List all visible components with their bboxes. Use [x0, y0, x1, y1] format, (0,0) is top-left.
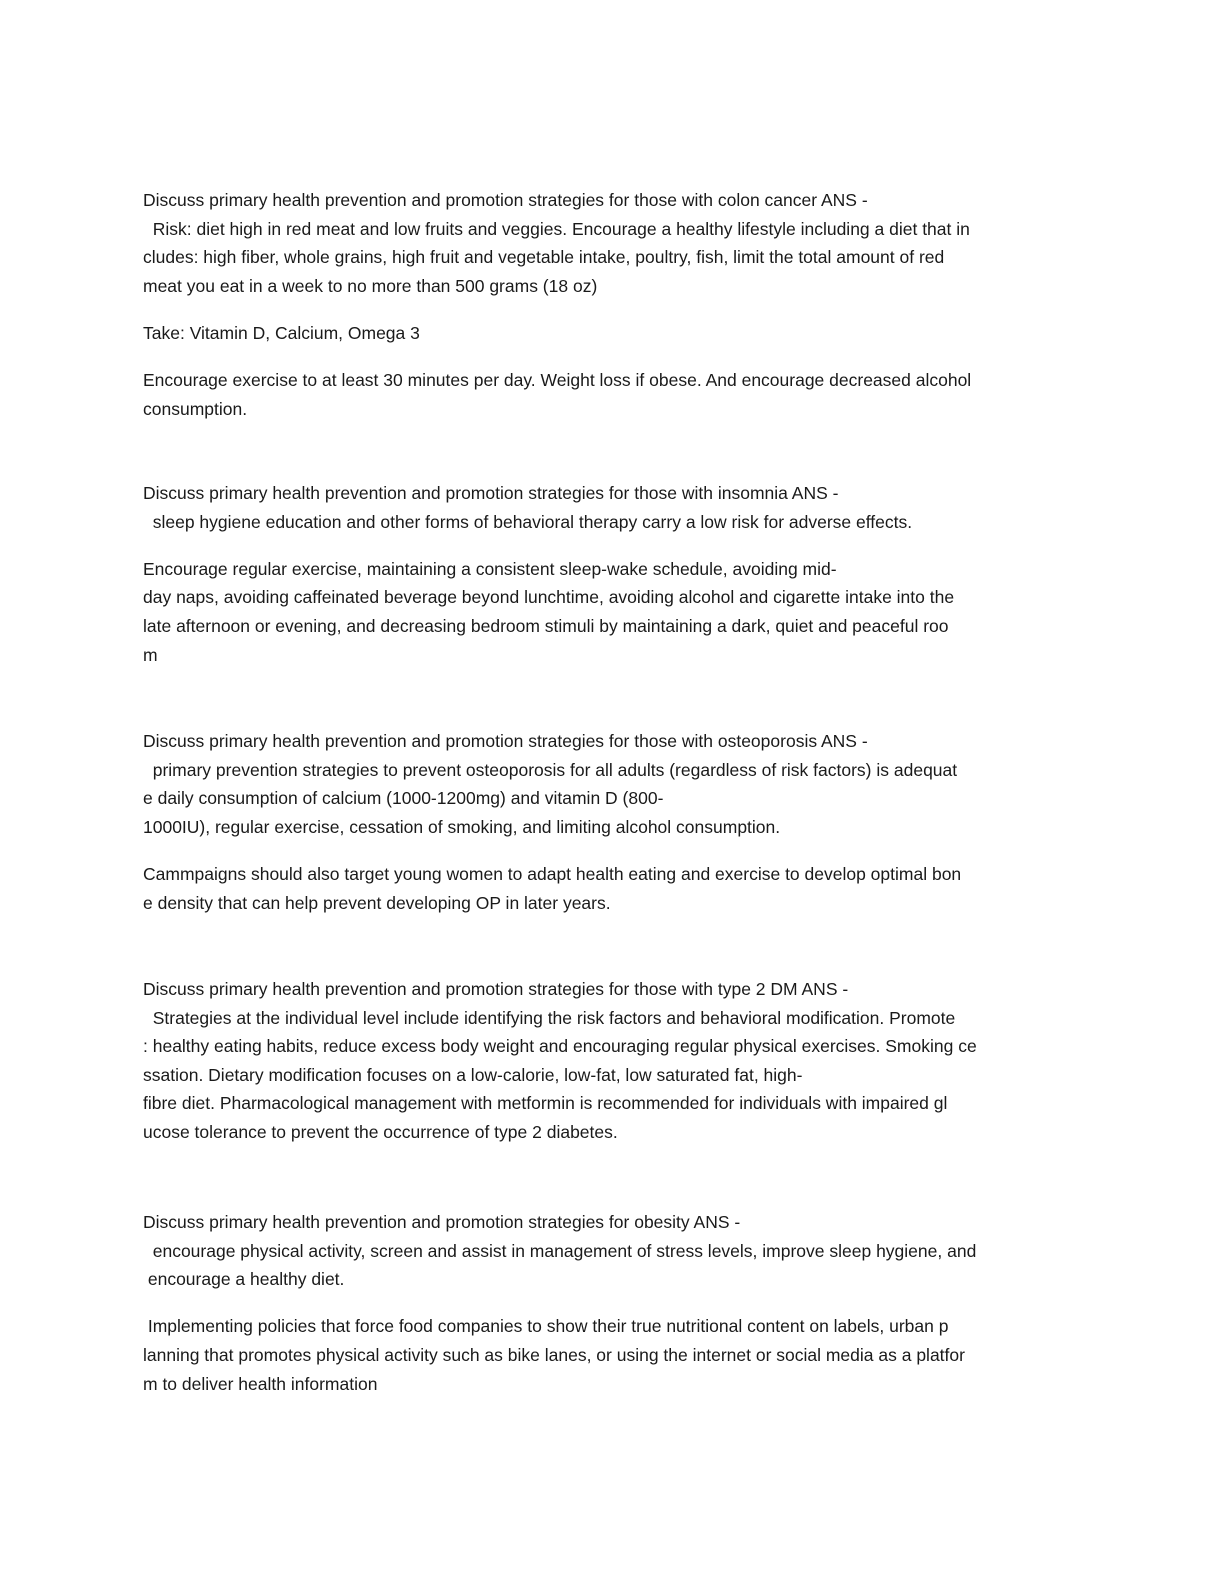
answer-line: sleep hygiene education and other forms of behavioral therapy carry a low risk for adverse effects. [143, 511, 913, 532]
answer-line: meat you eat in a week to no more than 500 grams (18 oz) [143, 275, 598, 296]
answer-line: m [143, 644, 158, 665]
answer-line: primary prevention strategies to prevent osteoporosis for all adults (regardless of risk factors) is adequat [143, 759, 958, 780]
answer-line: ucose tolerance to prevent the occurrence of type 2 diabetes. [143, 1122, 618, 1142]
answer-line: Encourage exercise to at least 30 minutes per day. Weight loss if obese. And encourage decreased alcohol [143, 370, 972, 391]
question-text: Discuss primary health prevention and promotion strategies for those with type 2 DM ANS - [143, 979, 849, 999]
question-text: Discuss primary health prevention and promotion strategies for those with colon cancer ANS - [143, 190, 868, 210]
answer-line: e density that can help prevent developing OP in later years. [143, 892, 611, 913]
question-text: Discuss primary health prevention and promotion strategies for those with insomnia ANS - [143, 483, 839, 503]
question-text: Discuss primary health prevention and promotion strategies for those with osteoporosis ANS - [143, 731, 868, 751]
answer-line: Encourage regular exercise, maintaining a consistent sleep-wake schedule, avoiding mid- [143, 558, 837, 579]
answer-line: Risk: diet high in red meat and low fruits and veggies. Encourage a healthy lifestyle including a diet that in [143, 218, 970, 239]
answer-line: day naps, avoiding caffeinated beverage beyond lunchtime, avoiding alcohol and cigarette intake into the [143, 587, 955, 608]
question-text: Discuss primary health prevention and promotion strategies for obesity ANS - [143, 1212, 741, 1232]
answer-line: consumption. [143, 398, 248, 419]
answer-line: Take: Vitamin D, Calcium, Omega 3 [143, 323, 420, 343]
answer-line: encourage a healthy diet. [143, 1269, 345, 1290]
answer-line: lanning that promotes physical activity such as bike lanes, or using the internet or social media as a platfor [143, 1345, 965, 1365]
answer-line: fibre diet. Pharmacological management with metformin is recommended for individuals with impaired gl [143, 1093, 948, 1114]
answer-line: cludes: high fiber, whole grains, high fruit and vegetable intake, poultry, fish, limit the total amount of red [143, 247, 945, 268]
answer-line: Implementing policies that force food companies to show their true nutritional content on labels, urban p [143, 1316, 949, 1337]
answer-line: Strategies at the individual level include identifying the risk factors and behavioral modification. Promote [143, 1007, 956, 1028]
answer-line: m to deliver health information [143, 1373, 378, 1394]
answer-line: encourage physical activity, screen and assist in management of stress levels, improve sleep hygiene, and [143, 1240, 977, 1261]
answer-line: e daily consumption of calcium (1000-1200mg) and vitamin D (800- [143, 788, 664, 809]
answer-line: 1000IU), regular exercise, cessation of smoking, and limiting alcohol consumption. [143, 816, 781, 837]
answer-line: ssation. Dietary modification focuses on a low-calorie, low-fat, low saturated fat, high- [143, 1064, 803, 1085]
answer-line: : healthy eating habits, reduce excess body weight and encouraging regular physical exercises. Smoking ce [143, 1036, 977, 1057]
answer-line: Cammpaigns should also target young women to adapt health eating and exercise to develop optimal bon [143, 864, 962, 884]
answer-line: late afternoon or evening, and decreasing bedroom stimuli by maintaining a dark, quiet and peaceful roo [143, 616, 949, 636]
